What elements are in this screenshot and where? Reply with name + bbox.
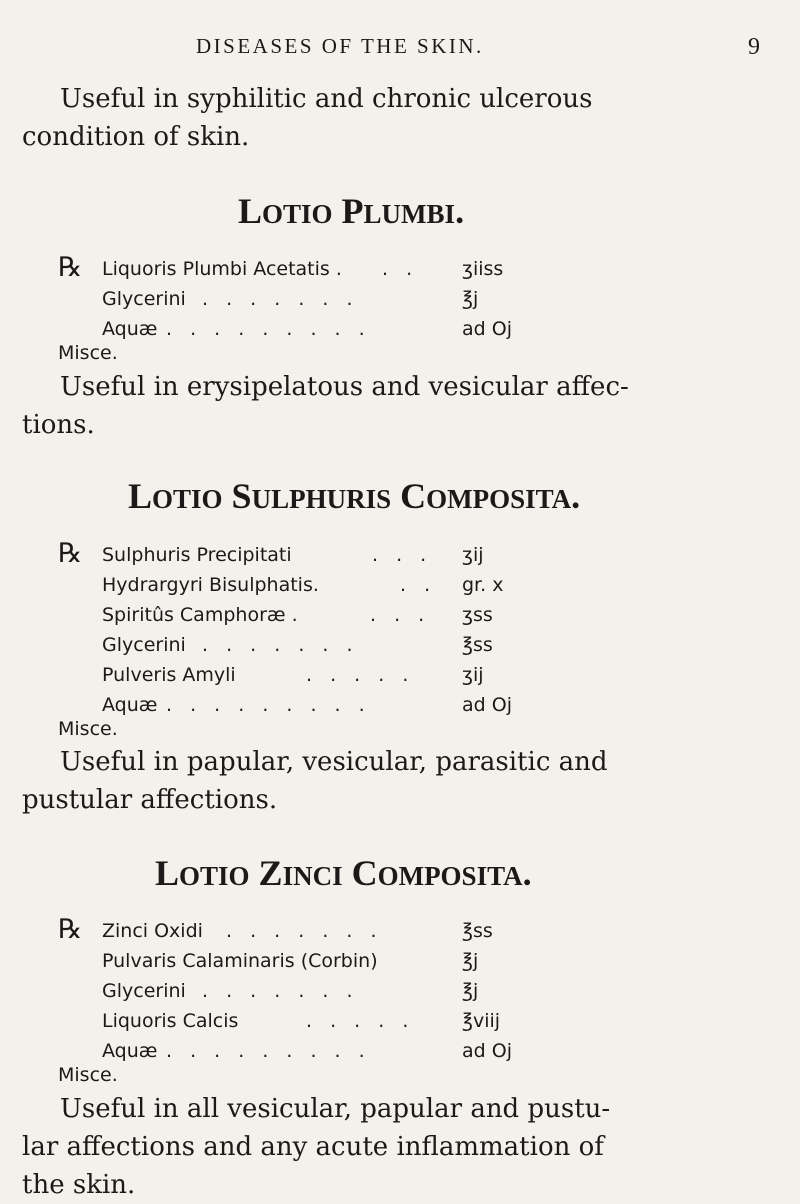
running-title: DISEASES OF THE SKIN. — [196, 34, 484, 58]
ingredient-row: Spiritûs Camphoræ . . . . ʒss — [102, 604, 493, 626]
ingredient-row: Glycerini . . . . . . . ℥j — [102, 980, 479, 1002]
usage-paragraph: Useful in all vesicular, papular and pustu- lar affections and any acute inflammation of the skin. — [22, 1094, 611, 1200]
rx-symbol: ℞ — [58, 914, 83, 944]
leader-dots: . . . . . . . — [202, 288, 359, 310]
ingredient-row: Liquoris Calcis . . . . . ℥viij — [102, 1010, 501, 1032]
ingredient-row: Zinci Oxidi . . . . . . . ℥ss — [102, 920, 493, 942]
lotio-plumbi-title: LOTIO PLUMBI. — [238, 191, 465, 231]
ingredient-row: Glycerini . . . . . . . ℥ss — [102, 634, 493, 656]
lotio-sulphuris-title: LOTIO SULPHURIS COMPOSITA. — [128, 476, 581, 516]
misce-label: Misce. — [58, 342, 118, 364]
intro-line: Useful in syphilitic and chronic ulcerous — [60, 84, 593, 114]
page-number: 9 — [748, 34, 760, 60]
ingredient-row — [102, 286, 532, 312]
ingredient-name: Aquæ — [102, 318, 158, 340]
intro-line: condition of skin. — [22, 122, 250, 152]
rx-symbol: ℞ — [58, 538, 83, 568]
leader-dots: . . — [382, 258, 419, 280]
ingredient-row — [102, 316, 532, 342]
lotio-zinci-title: LOTIO ZINCI COMPOSITA. — [155, 853, 532, 893]
rx-symbol: ℞ — [58, 252, 83, 282]
ingredient-quantity: ℥j — [462, 288, 479, 310]
ingredient-name: Glycerini — [102, 288, 186, 310]
ingredient-quantity: ad Oj — [462, 318, 512, 340]
ingredient-row: Aquæ . . . . . . . . . ad Oj — [102, 694, 512, 716]
ingredient-row: Sulphuris Precipitati . . . ʒij — [102, 544, 484, 566]
ingredient-row: Pulveris Amyli . . . . . ʒij — [102, 664, 484, 686]
usage-paragraph: Useful in papular, vesicular, parasitic and pustular affections. — [22, 747, 608, 815]
ingredient-quantity: ʒiiss — [462, 258, 504, 280]
misce-label: Misce. — [58, 1064, 118, 1086]
ingredient-name: Liquoris Plumbi Acetatis . — [102, 258, 342, 280]
ingredient-row: Hydrargyri Bisulphatis. . . gr. x — [102, 574, 504, 596]
usage-paragraph: Useful in erysipelatous and vesicular affec- tions. — [22, 372, 629, 440]
intro-paragraph — [22, 80, 722, 156]
ingredient-row — [102, 256, 532, 282]
leader-dots: . . . . . . . . . — [166, 318, 371, 340]
misce-label: Misce. — [58, 718, 118, 740]
page-header — [140, 34, 760, 64]
ingredient-row: Aquæ . . . . . . . . . ad Oj — [102, 1040, 512, 1062]
ingredient-row: Pulvaris Calaminaris (Corbin) ℥j — [102, 950, 479, 972]
